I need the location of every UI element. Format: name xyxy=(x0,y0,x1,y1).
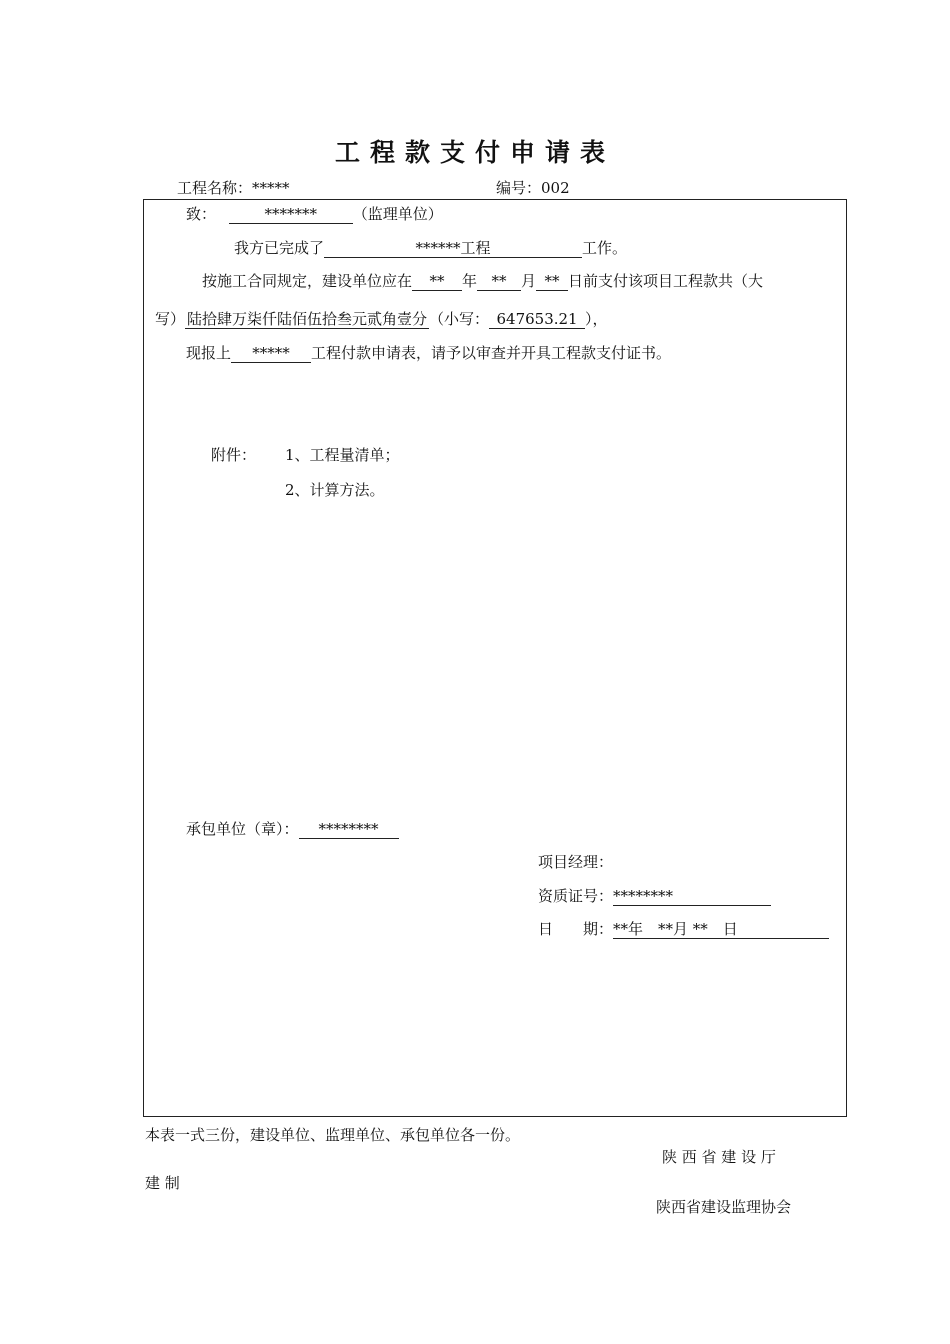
footer-note: 本表一式三份，建设单位、监理单位、承包单位各一份。 xyxy=(145,1126,521,1144)
cert-number-field[interactable]: ******** xyxy=(613,888,771,906)
contract-row xyxy=(202,270,763,291)
report-suffix: 工程付款申请表，请予以审查并开具工程款支付证书。 xyxy=(311,344,672,362)
project-name-value: ***** xyxy=(252,179,290,197)
month-label: 月 xyxy=(521,272,537,290)
page-title: 工程款支付申请表 xyxy=(334,138,615,167)
form-number-label: 编号： xyxy=(496,179,542,197)
cert-row xyxy=(538,885,771,906)
amount-row xyxy=(155,308,608,329)
date-label: 日 期： xyxy=(538,920,614,938)
supervisor-field[interactable]: ******* xyxy=(229,206,353,224)
completed-row xyxy=(234,237,627,258)
to-suffix: （监理单位） xyxy=(352,205,443,223)
project-name-label: 工程名称： xyxy=(177,179,253,197)
month-field[interactable]: ** xyxy=(477,273,521,291)
contractor-row xyxy=(186,818,399,839)
amount-lowercase-field[interactable]: 647653.21 xyxy=(489,311,585,329)
form-number-row xyxy=(496,177,570,198)
amount-uppercase-field[interactable]: 陆拾肆万柒仟陆佰伍拾叁元贰角壹分 xyxy=(187,310,428,328)
completed-work-field[interactable]: ******工程 xyxy=(324,240,582,258)
to-row xyxy=(186,203,443,224)
cert-label: 资质证号： xyxy=(538,887,614,905)
completed-suffix: 工作。 xyxy=(582,239,628,257)
form-frame xyxy=(143,199,847,1117)
day-field[interactable]: ** xyxy=(536,273,568,291)
attachment-item-2: 2、计算方法。 xyxy=(285,481,385,499)
contract-prefix: 按施工合同规定，建设单位应在 xyxy=(202,272,413,290)
report-project-field[interactable]: ***** xyxy=(231,345,311,363)
attachment-item-1: 1、工程量清单； xyxy=(285,446,400,464)
made-by: 建 制 xyxy=(145,1174,180,1192)
day-suffix: 日前支付该项目工程款共（大 xyxy=(568,272,764,290)
completed-prefix: 我方已完成了 xyxy=(234,239,325,257)
form-number-value: 002 xyxy=(541,179,570,197)
contractor-field[interactable]: ******** xyxy=(299,821,399,839)
project-name-row xyxy=(177,177,290,198)
date-row xyxy=(538,918,829,939)
issuer-1: 陕 西 省 建 设 厅 xyxy=(662,1148,776,1166)
issuer-2: 陕西省建设监理协会 xyxy=(656,1198,792,1216)
report-prefix: 现报上 xyxy=(186,344,232,362)
date-field[interactable]: **年 **月 ** 日 xyxy=(613,921,829,939)
manager-label: 项目经理： xyxy=(538,853,614,871)
contractor-label: 承包单位（章）： xyxy=(186,820,299,838)
report-row xyxy=(186,342,671,363)
upper-prefix: 写） xyxy=(155,310,186,328)
year-label: 年 xyxy=(462,272,478,290)
attachments-label: 附件： xyxy=(211,446,257,464)
year-field[interactable]: ** xyxy=(412,273,462,291)
lower-label: （小写： xyxy=(429,310,490,328)
lower-suffix: ）， xyxy=(585,310,608,328)
to-label: 致： xyxy=(186,205,217,223)
